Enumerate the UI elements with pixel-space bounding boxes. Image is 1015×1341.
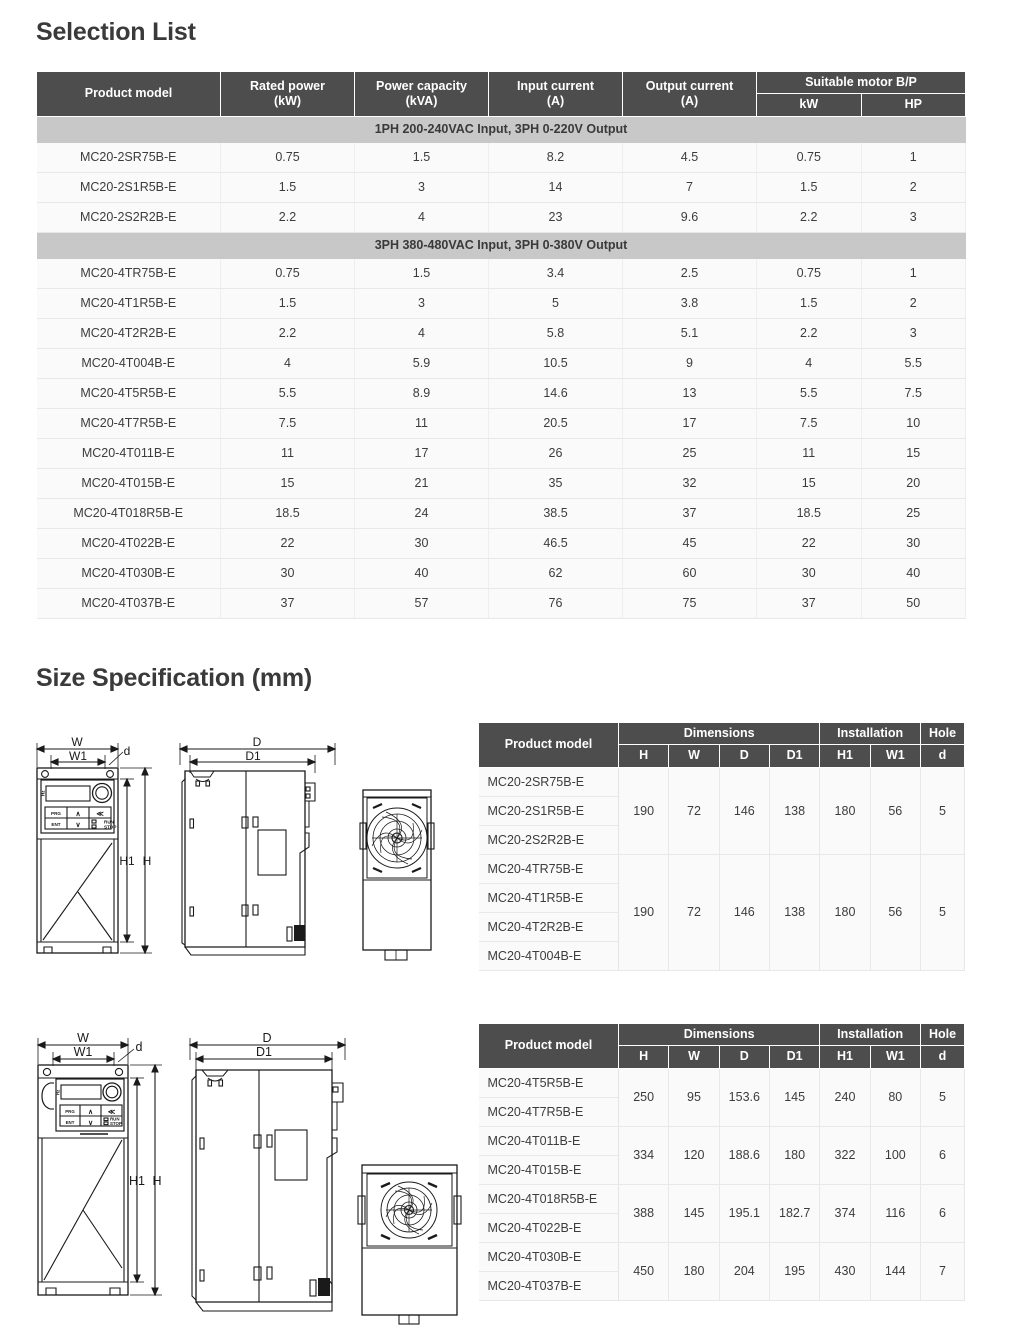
hole-sub-label: d xyxy=(921,744,964,763)
selection-section-band xyxy=(37,116,966,142)
cell-motor-hp: 2 xyxy=(861,288,966,318)
cell-h1: 322 xyxy=(820,1126,870,1184)
keypad-ent-2: ENT xyxy=(65,1120,75,1125)
drawing-2-svg xyxy=(10,1030,470,1330)
dim-col-header-w: W xyxy=(669,745,719,767)
keypad-stop-2: STOP xyxy=(110,1121,122,1126)
cell-product-model: MC20-2SR75B-E xyxy=(479,767,619,796)
dimension-table-1 xyxy=(478,722,965,971)
front-view-1 xyxy=(37,743,152,953)
cell-power-capacity: 4 xyxy=(355,318,489,348)
cell-d: 5 xyxy=(921,1068,965,1126)
cell-motor-hp: 7.5 xyxy=(861,378,966,408)
cell-product-model: MC20-4T022B-E xyxy=(37,528,221,558)
cell-power-capacity: 17 xyxy=(355,438,489,468)
cell-h: 190 xyxy=(619,854,669,970)
power-capacity-line2: (kVA) xyxy=(405,93,438,108)
col-header-input-current xyxy=(489,72,623,117)
dim2-col-header-product-model: Product model xyxy=(479,1024,619,1069)
cell-rated-power: 37 xyxy=(221,588,355,618)
label-H-2: H xyxy=(152,1174,162,1188)
dim-1-header-row-1 xyxy=(479,723,965,745)
cell-motor-hp: 20 xyxy=(861,468,966,498)
cell-product-model: MC20-4T1R5B-E xyxy=(479,883,619,912)
cell-w1: 100 xyxy=(870,1126,920,1184)
hole-group-label: Hole xyxy=(928,726,957,740)
cell-rated-power: 4 xyxy=(221,348,355,378)
cell-motor-hp: 10 xyxy=(861,408,966,438)
cell-motor-kw: 22 xyxy=(757,528,862,558)
keypad-display-unit-2: Hz xyxy=(55,1089,61,1095)
cell-motor-kw: 5.5 xyxy=(757,378,862,408)
cell-w1: 116 xyxy=(870,1184,920,1242)
cell-output-current: 4.5 xyxy=(623,142,757,172)
keypad-run-1: RUN xyxy=(104,819,114,825)
cell-output-current: 32 xyxy=(623,468,757,498)
table-row xyxy=(37,348,966,378)
cell-d: 188.6 xyxy=(719,1126,769,1184)
hole-group-label-2: Hole xyxy=(928,1027,957,1041)
cell-h1: 180 xyxy=(820,767,870,854)
dim-col-header-installation: Installation xyxy=(820,723,921,745)
cell-product-model: MC20-2SR75B-E xyxy=(37,142,221,172)
label-W1-1: W1 xyxy=(69,749,87,763)
table-row xyxy=(479,767,965,796)
table-row xyxy=(37,258,966,288)
table-row xyxy=(37,438,966,468)
cell-d1: 138 xyxy=(769,854,819,970)
dim-2-header-row-1 xyxy=(479,1024,965,1046)
cell-product-model: MC20-4T018R5B-E xyxy=(37,498,221,528)
keypad-display-unit-1: Hz xyxy=(40,790,46,796)
dim-col-header-h: H xyxy=(619,745,669,767)
page-title-selection-list: Selection List xyxy=(36,18,196,46)
selection-table-body xyxy=(37,116,966,618)
label-W1-2: W1 xyxy=(73,1045,93,1059)
cell-output-current: 37 xyxy=(623,498,757,528)
cell-motor-hp: 1 xyxy=(861,258,966,288)
rated-power-line1: Rated power xyxy=(249,78,325,93)
cell-product-model: MC20-4T004B-E xyxy=(479,941,619,970)
cell-motor-kw: 2.2 xyxy=(757,202,862,232)
cell-input-current: 10.5 xyxy=(489,348,623,378)
cell-d: 204 xyxy=(719,1242,769,1300)
table-row xyxy=(37,408,966,438)
cell-product-model: MC20-4TR75B-E xyxy=(479,854,619,883)
selection-list-table xyxy=(36,71,966,619)
table-row xyxy=(37,202,966,232)
cell-product-model: MC20-4T5R5B-E xyxy=(479,1068,619,1097)
keypad-back-2: ≪ xyxy=(107,1109,116,1116)
cell-d: 146 xyxy=(719,767,769,854)
keypad-prg-2: PRG xyxy=(65,1109,75,1114)
cell-h1: 374 xyxy=(820,1184,870,1242)
output-current-line2: (A) xyxy=(680,93,699,108)
label-d-1: d xyxy=(123,744,131,758)
label-d-2: d xyxy=(135,1040,143,1054)
cell-product-model: MC20-2S2R2B-E xyxy=(37,202,221,232)
col-header-output-current xyxy=(623,72,757,117)
cell-d1: 138 xyxy=(769,767,819,854)
cell-output-current: 45 xyxy=(623,528,757,558)
side-view-2 xyxy=(190,1038,345,1311)
cell-input-current: 46.5 xyxy=(489,528,623,558)
keypad-back-1: ≪ xyxy=(96,811,104,818)
cell-product-model: MC20-4T037B-E xyxy=(37,588,221,618)
table-row xyxy=(37,498,966,528)
cell-product-model: MC20-4T5R5B-E xyxy=(37,378,221,408)
cell-motor-hp: 30 xyxy=(861,528,966,558)
table-row xyxy=(37,172,966,202)
table-row xyxy=(479,1184,965,1213)
cell-input-current: 3.4 xyxy=(489,258,623,288)
cell-motor-kw: 11 xyxy=(757,438,862,468)
cell-motor-hp: 5.5 xyxy=(861,348,966,378)
cell-input-current: 23 xyxy=(489,202,623,232)
table-row xyxy=(37,528,966,558)
side-view-1 xyxy=(180,743,335,955)
label-D-2: D xyxy=(262,1031,272,1045)
cell-motor-hp: 3 xyxy=(861,202,966,232)
keypad-down-1: ∨ xyxy=(75,822,81,829)
cell-rated-power: 5.5 xyxy=(221,378,355,408)
cell-motor-kw: 0.75 xyxy=(757,142,862,172)
table-row xyxy=(37,318,966,348)
dim-table-2-body xyxy=(479,1068,965,1300)
dim2-col-header-installation: Installation xyxy=(820,1024,921,1046)
table-row xyxy=(37,142,966,172)
cell-input-current: 26 xyxy=(489,438,623,468)
cell-h1: 240 xyxy=(820,1068,870,1126)
keypad-prg-1: PRG xyxy=(51,811,61,816)
label-D1-2: D1 xyxy=(256,1045,272,1059)
table-row xyxy=(37,588,966,618)
label-W-2: W xyxy=(77,1031,89,1045)
cell-motor-kw: 2.2 xyxy=(757,318,862,348)
cell-power-capacity: 4 xyxy=(355,202,489,232)
cell-input-current: 8.2 xyxy=(489,142,623,172)
cell-product-model: MC20-4T1R5B-E xyxy=(37,288,221,318)
dimension-drawing-group-1 xyxy=(10,735,470,990)
col-header-suitable-motor: Suitable motor B/P xyxy=(757,72,966,94)
cell-h: 190 xyxy=(619,767,669,854)
cell-input-current: 14.6 xyxy=(489,378,623,408)
label-H1-1: H1 xyxy=(119,854,135,868)
section-band-label: 3PH 380-480VAC Input, 3PH 0-380V Output xyxy=(37,232,966,258)
power-capacity-line1: Power capacity xyxy=(375,78,467,93)
cell-w: 180 xyxy=(669,1242,719,1300)
hole-sub-label-2: d xyxy=(921,1045,964,1064)
output-current-line1: Output current xyxy=(645,78,734,93)
cell-output-current: 9 xyxy=(623,348,757,378)
front-view-2 xyxy=(38,1038,162,1295)
cell-motor-hp: 15 xyxy=(861,438,966,468)
selection-table-head xyxy=(37,72,966,117)
cell-product-model: MC20-4T7R5B-E xyxy=(37,408,221,438)
cell-rated-power: 11 xyxy=(221,438,355,468)
cell-rated-power: 0.75 xyxy=(221,142,355,172)
cell-rated-power: 2.2 xyxy=(221,318,355,348)
perspective-view-2 xyxy=(358,1165,461,1324)
dim-col-header-d: D xyxy=(719,745,769,767)
cell-output-current: 9.6 xyxy=(623,202,757,232)
cell-w1: 56 xyxy=(870,767,920,854)
dim-col-header-d1: D1 xyxy=(769,745,819,767)
cell-motor-hp: 2 xyxy=(861,172,966,202)
cell-d: 5 xyxy=(921,854,965,970)
dim-table-1-body xyxy=(479,767,965,970)
cell-product-model: MC20-4T030B-E xyxy=(37,558,221,588)
cell-w: 72 xyxy=(669,854,719,970)
dim2-col-header-h1: H1 xyxy=(820,1046,870,1068)
cell-w: 95 xyxy=(669,1068,719,1126)
cell-h: 388 xyxy=(619,1184,669,1242)
cell-h1: 180 xyxy=(820,854,870,970)
dim2-col-header-dimensions: Dimensions xyxy=(619,1024,820,1046)
cell-rated-power: 1.5 xyxy=(221,172,355,202)
cell-motor-kw: 37 xyxy=(757,588,862,618)
cell-power-capacity: 1.5 xyxy=(355,258,489,288)
cell-input-current: 62 xyxy=(489,558,623,588)
cell-motor-kw: 0.75 xyxy=(757,258,862,288)
cell-input-current: 35 xyxy=(489,468,623,498)
cell-w1: 144 xyxy=(870,1242,920,1300)
cell-rated-power: 22 xyxy=(221,528,355,558)
cell-w: 120 xyxy=(669,1126,719,1184)
cell-rated-power: 7.5 xyxy=(221,408,355,438)
table-row xyxy=(479,1068,965,1097)
cell-motor-kw: 30 xyxy=(757,558,862,588)
cell-motor-hp: 1 xyxy=(861,142,966,172)
col-header-product-model: Product model xyxy=(37,72,221,117)
col-header-rated-power xyxy=(221,72,355,117)
cell-d1: 182.7 xyxy=(769,1184,819,1242)
cell-motor-hp: 50 xyxy=(861,588,966,618)
cell-power-capacity: 3 xyxy=(355,172,489,202)
cell-product-model: MC20-2S1R5B-E xyxy=(37,172,221,202)
cell-w1: 80 xyxy=(870,1068,920,1126)
drawing-1-svg xyxy=(10,735,470,990)
cell-input-current: 5 xyxy=(489,288,623,318)
cell-input-current: 38.5 xyxy=(489,498,623,528)
cell-product-model: MC20-4T011B-E xyxy=(37,438,221,468)
dim2-col-header-w1: W1 xyxy=(870,1046,920,1068)
cell-power-capacity: 24 xyxy=(355,498,489,528)
dim-col-header-dimensions: Dimensions xyxy=(619,723,820,745)
cell-output-current: 13 xyxy=(623,378,757,408)
cell-rated-power: 0.75 xyxy=(221,258,355,288)
selection-section-band xyxy=(37,232,966,258)
cell-power-capacity: 1.5 xyxy=(355,142,489,172)
dim-table-2-head xyxy=(479,1024,965,1069)
cell-h: 250 xyxy=(619,1068,669,1126)
cell-product-model: MC20-4T018R5B-E xyxy=(479,1184,619,1213)
cell-motor-hp: 25 xyxy=(861,498,966,528)
cell-motor-kw: 7.5 xyxy=(757,408,862,438)
keypad-stop-1: STOP xyxy=(104,824,117,830)
cell-input-current: 5.8 xyxy=(489,318,623,348)
cell-d: 5 xyxy=(921,767,965,854)
label-D-1: D xyxy=(252,735,262,749)
cell-power-capacity: 5.9 xyxy=(355,348,489,378)
keypad-run-2: RUN xyxy=(110,1116,120,1122)
cell-d: 6 xyxy=(921,1184,965,1242)
cell-h: 450 xyxy=(619,1242,669,1300)
cell-d: 153.6 xyxy=(719,1068,769,1126)
cell-motor-kw: 1.5 xyxy=(757,288,862,318)
table-row xyxy=(479,1242,965,1271)
dim2-col-header-h: H xyxy=(619,1046,669,1068)
cell-input-current: 76 xyxy=(489,588,623,618)
input-current-line2: (A) xyxy=(546,93,565,108)
cell-d: 146 xyxy=(719,854,769,970)
keypad-ent-1: ENT xyxy=(51,822,61,827)
cell-rated-power: 2.2 xyxy=(221,202,355,232)
col-header-power-capacity xyxy=(355,72,489,117)
dim-col-header-h1: H1 xyxy=(820,745,870,767)
dim2-col-header-hole xyxy=(921,1024,965,1069)
cell-d: 195.1 xyxy=(719,1184,769,1242)
cell-rated-power: 30 xyxy=(221,558,355,588)
keypad-down-2: ∨ xyxy=(87,1120,94,1127)
cell-motor-kw: 1.5 xyxy=(757,172,862,202)
dim2-col-header-d: D xyxy=(719,1046,769,1068)
cell-product-model: MC20-4T015B-E xyxy=(37,468,221,498)
cell-power-capacity: 40 xyxy=(355,558,489,588)
section-band-label: 1PH 200-240VAC Input, 3PH 0-220V Output xyxy=(37,116,966,142)
page-title-size-specification: Size Specification (mm) xyxy=(36,664,313,692)
cell-product-model: MC20-4T004B-E xyxy=(37,348,221,378)
cell-w: 72 xyxy=(669,767,719,854)
selection-header-row-1 xyxy=(37,72,966,94)
cell-motor-hp: 40 xyxy=(861,558,966,588)
cell-w1: 56 xyxy=(870,854,920,970)
cell-output-current: 2.5 xyxy=(623,258,757,288)
cell-output-current: 17 xyxy=(623,408,757,438)
col-header-motor-kw: kW xyxy=(757,94,862,116)
cell-output-current: 5.1 xyxy=(623,318,757,348)
cell-output-current: 25 xyxy=(623,438,757,468)
cell-d: 7 xyxy=(921,1242,965,1300)
cell-rated-power: 18.5 xyxy=(221,498,355,528)
cell-product-model: MC20-4T2R2B-E xyxy=(479,912,619,941)
cell-power-capacity: 57 xyxy=(355,588,489,618)
cell-motor-kw: 4 xyxy=(757,348,862,378)
cell-product-model: MC20-4T7R5B-E xyxy=(479,1097,619,1126)
cell-product-model: MC20-4T2R2B-E xyxy=(37,318,221,348)
cell-d1: 145 xyxy=(769,1068,819,1126)
keypad-up-1: ∧ xyxy=(75,811,81,818)
cell-product-model: MC20-4T015B-E xyxy=(479,1155,619,1184)
cell-d1: 180 xyxy=(769,1126,819,1184)
label-W-1: W xyxy=(71,735,83,749)
cell-power-capacity: 30 xyxy=(355,528,489,558)
cell-input-current: 14 xyxy=(489,172,623,202)
cell-product-model: MC20-4T022B-E xyxy=(479,1213,619,1242)
cell-d: 6 xyxy=(921,1126,965,1184)
cell-motor-hp: 3 xyxy=(861,318,966,348)
cell-product-model: MC20-2S1R5B-E xyxy=(479,796,619,825)
label-H1-2: H1 xyxy=(129,1174,145,1188)
cell-output-current: 3.8 xyxy=(623,288,757,318)
dim-table-1-head xyxy=(479,723,965,768)
cell-power-capacity: 3 xyxy=(355,288,489,318)
input-current-line1: Input current xyxy=(516,78,595,93)
cell-power-capacity: 8.9 xyxy=(355,378,489,408)
label-H-1: H xyxy=(142,854,152,868)
rated-power-line2: (kW) xyxy=(273,93,302,108)
dimension-drawing-group-2 xyxy=(10,1030,470,1330)
dim-col-header-hole xyxy=(921,723,965,768)
keypad-up-2: ∧ xyxy=(87,1109,94,1116)
cell-output-current: 60 xyxy=(623,558,757,588)
cell-product-model: MC20-4TR75B-E xyxy=(37,258,221,288)
cell-input-current: 20.5 xyxy=(489,408,623,438)
cell-rated-power: 1.5 xyxy=(221,288,355,318)
col-header-motor-hp: HP xyxy=(861,94,966,116)
cell-output-current: 7 xyxy=(623,172,757,202)
cell-product-model: MC20-4T030B-E xyxy=(479,1242,619,1271)
cell-motor-kw: 15 xyxy=(757,468,862,498)
label-D1-1: D1 xyxy=(245,749,261,763)
cell-power-capacity: 21 xyxy=(355,468,489,498)
perspective-view-1 xyxy=(360,790,434,960)
dim-col-header-product-model: Product model xyxy=(479,723,619,768)
table-row xyxy=(479,854,965,883)
cell-motor-kw: 18.5 xyxy=(757,498,862,528)
table-row xyxy=(479,1126,965,1155)
dim2-col-header-d1: D1 xyxy=(769,1046,819,1068)
dimension-table-2 xyxy=(478,1023,965,1301)
cell-rated-power: 15 xyxy=(221,468,355,498)
cell-product-model: MC20-4T037B-E xyxy=(479,1271,619,1300)
cell-w: 145 xyxy=(669,1184,719,1242)
cell-power-capacity: 11 xyxy=(355,408,489,438)
dim2-col-header-w: W xyxy=(669,1046,719,1068)
table-row xyxy=(37,378,966,408)
cell-output-current: 75 xyxy=(623,588,757,618)
table-row xyxy=(37,558,966,588)
cell-product-model: MC20-2S2R2B-E xyxy=(479,825,619,854)
dim-col-header-w1: W1 xyxy=(870,745,920,767)
cell-d1: 195 xyxy=(769,1242,819,1300)
cell-h: 334 xyxy=(619,1126,669,1184)
cell-h1: 430 xyxy=(820,1242,870,1300)
cell-product-model: MC20-4T011B-E xyxy=(479,1126,619,1155)
table-row xyxy=(37,468,966,498)
table-row xyxy=(37,288,966,318)
